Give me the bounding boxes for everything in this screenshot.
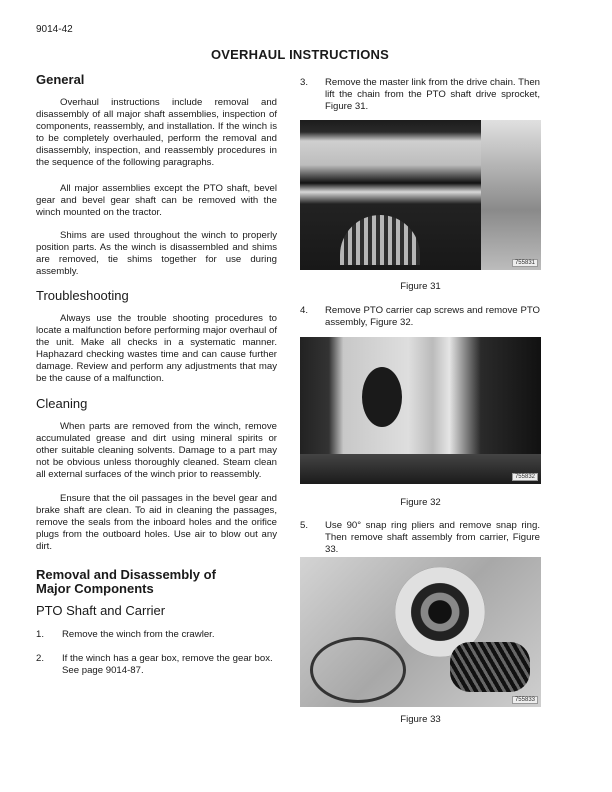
shaft-gear-image	[450, 642, 530, 692]
paragraph	[36, 183, 277, 219]
heading-line: Major Components	[36, 581, 154, 596]
heading-general: General	[36, 72, 85, 87]
paragraph	[36, 421, 277, 481]
paragraph	[36, 97, 277, 169]
step-text: Remove the winch from the crawler.	[62, 629, 215, 640]
step-text: Remove PTO carrier cap screws and remove PTO assembly, Figure 32.	[325, 305, 540, 328]
page-title: OVERHAUL INSTRUCTIONS	[210, 47, 390, 62]
carrier-bore-image	[362, 367, 402, 427]
figure-33-photo	[300, 557, 541, 707]
step-number: 1.	[36, 629, 45, 640]
shim-image	[310, 637, 406, 703]
housing-image	[481, 120, 541, 270]
paragraph-text: All major assemblies except the PTO shaft, bevel gear and bevel gear shaft can be removed with the winch mounted on the tractor.	[36, 183, 277, 218]
step-number: 2.	[36, 653, 45, 664]
step-text: Use 90° snap ring pliers and remove snap ring. Then remove shaft assembly from carrier, Figure 33.	[325, 520, 540, 555]
figure-32-photo	[300, 337, 541, 484]
bevel-gear-image	[340, 215, 420, 265]
heading-troubleshooting: Troubleshooting	[36, 288, 129, 303]
figure-31-photo	[300, 120, 541, 270]
figure-caption: Figure 32	[400, 497, 441, 508]
paragraph-text: Always use the trouble shooting procedures to locate a malfunction before performing major overhaul of the unit. Make all checks in a systematic manner. Haphazard checking wastes time and can cause further damage. Review and perform any adjustments that may be the cause of a malfunction.	[36, 313, 277, 384]
base-image	[300, 454, 541, 484]
heading-pto-shaft: PTO Shaft and Carrier	[36, 603, 166, 618]
paragraph	[36, 230, 277, 278]
paragraph-text: When parts are removed from the winch, remove accumulated grease and dirt using mineral spirits or other suitable cleaning solvents. Damage to a part may not be obvious unless thoroughly cleaned. Steam clean all external surfaces of the winch prior to reassembly.	[36, 421, 277, 480]
step-number: 3.	[300, 77, 309, 88]
heading-removal	[36, 568, 216, 596]
figure-caption: Figure 31	[400, 281, 441, 292]
step-number: 5.	[300, 520, 309, 531]
photo-id: 755831	[512, 259, 538, 267]
paragraph-text: Overhaul instructions include removal and disassembly of all major shaft assemblies, inspection of components, reassembly, and installation. If the winch is to be completely overhauled, perform the removal and disassembly, inspection, and reassembly procedures in the sequence of the following paragraphs.	[36, 97, 277, 168]
step-text: Remove the master link from the drive chain. Then lift the chain from the PTO shaft drive sprocket, Figure 31.	[325, 77, 540, 112]
photo-id: 755832	[512, 473, 538, 481]
step-text: If the winch has a gear box, remove the gear box. See page 9014-87.	[62, 653, 273, 676]
paragraph-text: Ensure that the oil passages in the bevel gear and brake shaft are clean. To aid in cleaning the passages, remove the seals from the inboard holes and the orifice plugs from the outboard holes. Use air to blow out any dirt.	[36, 493, 277, 552]
page-number: 9014-42	[36, 24, 73, 35]
step-number: 4.	[300, 305, 309, 316]
paragraph	[36, 493, 277, 553]
figure-caption: Figure 33	[400, 714, 441, 725]
photo-id: 755833	[512, 696, 538, 704]
paragraph-text: Shims are used throughout the winch to properly position parts. As the winch is disassembled and shims are removed, tie shims together for use during assembly.	[36, 230, 277, 277]
paragraph	[36, 313, 277, 385]
heading-line: Removal and Disassembly of	[36, 567, 216, 582]
heading-cleaning: Cleaning	[36, 396, 88, 411]
